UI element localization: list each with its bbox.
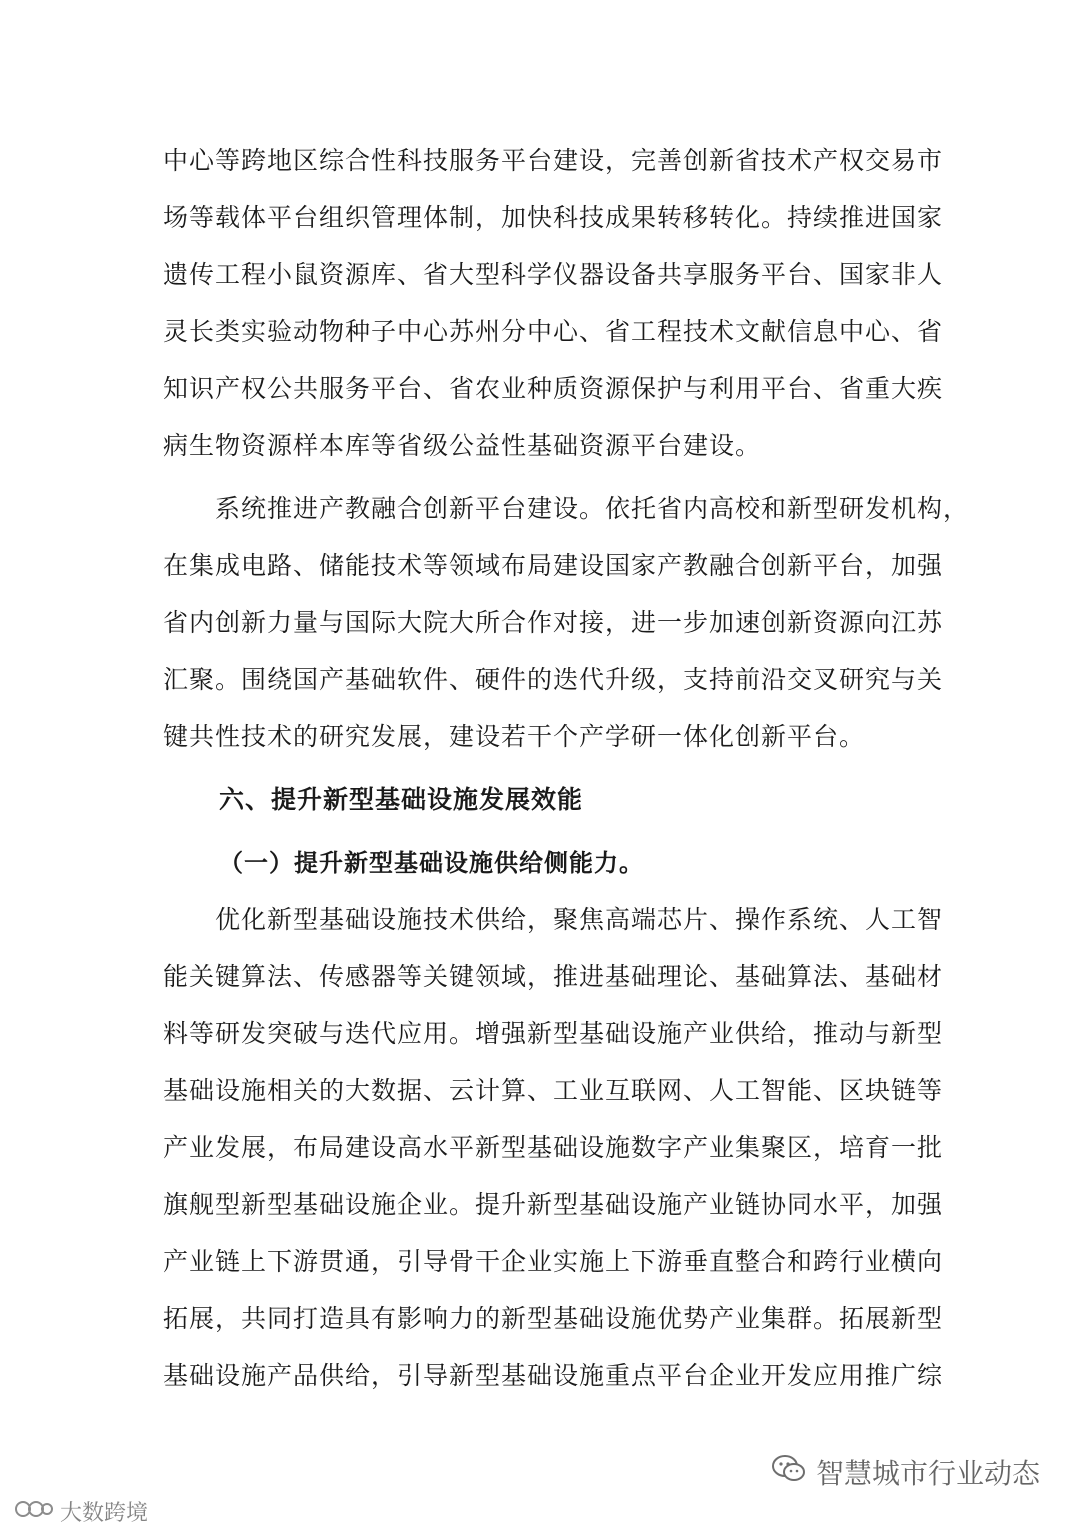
watermark-left-text: 大数跨境 — [60, 1501, 149, 1526]
text-line: 在集成电路、储能技术等领域布局建设国家产教融合创新平台，加强 — [163, 551, 944, 580]
watermark-wechat-account — [772, 1452, 1040, 1492]
text-line: 拓展，共同打造具有影响力的新型基础设施优势产业集群。拓展新型 — [163, 1304, 944, 1333]
watermark-brand — [14, 1496, 148, 1527]
text-line: 病生物资源样本库等省级公益性基础资源平台建设。 — [163, 431, 762, 460]
document-body — [163, 132, 970, 1410]
section-heading: 六、提升新型基础设施发展效能 — [219, 785, 584, 814]
text-line: 料等研发突破与迭代应用。增强新型基础设施产业供给，推动与新型 — [163, 1019, 944, 1048]
text-line: 旗舰型新型基础设施企业。提升新型基础设施产业链协同水平，加强 — [163, 1190, 944, 1219]
paragraph-industry-education — [163, 480, 970, 765]
text-line: 键共性技术的研究发展，建设若干个产学研一体化创新平台。 — [163, 722, 866, 751]
text-line: 中心等跨地区综合性科技服务平台建设，完善创新省技术产权交易市 — [163, 146, 944, 175]
text-line: 遗传工程小鼠资源库、省大型科学仪器设备共享服务平台、国家非人 — [163, 260, 944, 289]
watermark-right-text: 智慧城市行业动态 — [815, 1457, 1040, 1490]
text-line: 省内创新力量与国际大院大所合作对接，进一步加速创新资源向江苏 — [163, 608, 944, 637]
text-line: 知识产权公共服务平台、省农业种质资源保护与利用平台、省重大疾 — [163, 374, 944, 403]
text-line: 汇聚。围绕国产基础软件、硬件的迭代升级，支持前沿交叉研究与关 — [163, 665, 944, 694]
text-line: 产业链上下游贯通，引导骨干企业实施上下游垂直整合和跨行业横向 — [163, 1247, 944, 1276]
text-line: 基础设施产品供给，引导新型基础设施重点平台企业开发应用推广综 — [163, 1361, 944, 1390]
brand-logo-icon — [14, 1498, 54, 1526]
text-line: 优化新型基础设施技术供给，聚焦高端芯片、操作系统、人工智 — [215, 905, 944, 934]
text-line: 产业发展，布局建设高水平新型基础设施数字产业集聚区，培育一批 — [163, 1133, 944, 1162]
wechat-icon — [772, 1454, 806, 1491]
text-line: 场等载体平台组织管理体制，加快科技成果转移转化。持续推进国家 — [163, 203, 944, 232]
text-line: 灵长类实验动物种子中心苏州分中心、省工程技术文献信息中心、省 — [163, 317, 944, 346]
paragraph-infrastructure-supply — [163, 891, 944, 1404]
text-line: 系统推进产教融合创新平台建设。依托省内高校和新型研发机构， — [215, 494, 970, 523]
paragraph-platforms — [163, 132, 944, 474]
text-line: 能关键算法、传感器等关键领域，推进基础理论、基础算法、基础材 — [163, 962, 944, 991]
text-line: 基础设施相关的大数据、云计算、工业互联网、人工智能、区块链等 — [163, 1076, 944, 1105]
subsection-heading: （一）提升新型基础设施供给侧能力。 — [219, 848, 644, 877]
